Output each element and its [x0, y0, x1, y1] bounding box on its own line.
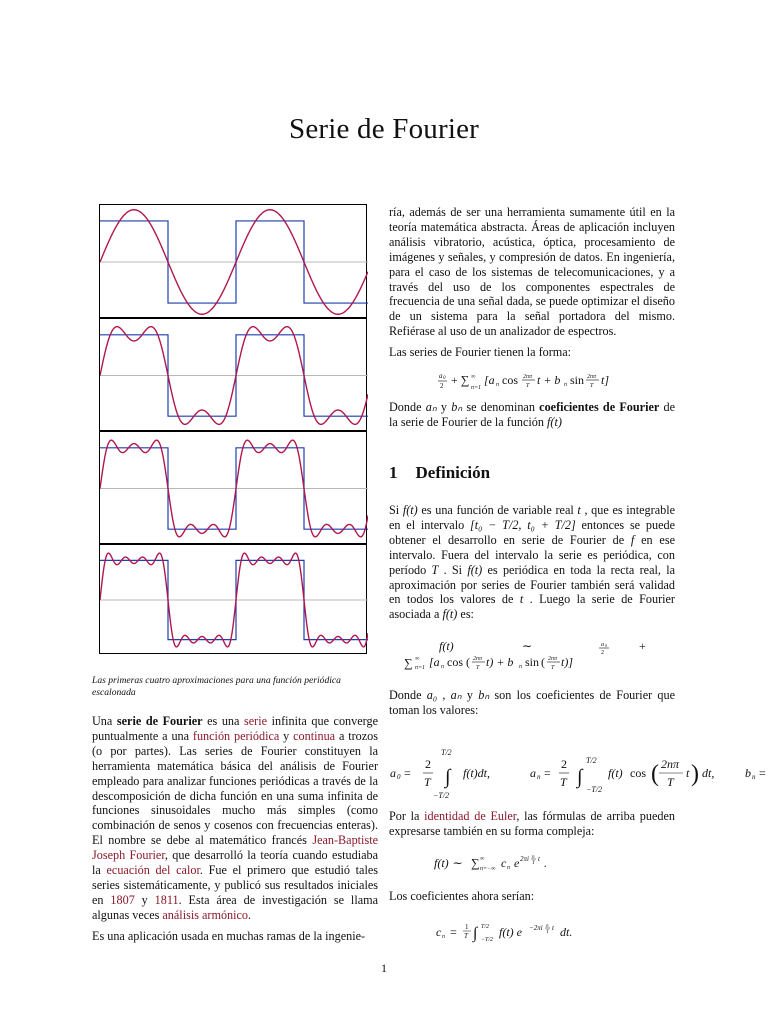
applications-paragraph: ría, además de ser una herramienta sumamente útil en la teoría matemática abstracta. Áreas de aplicación incluyen análisis vibratorio, acústica, óptica, procesamiento de imágenes y señales, y compresión de datos. En ingeniería, para el caso de los sistemas de telecomunicaciones, y a través del uso de los componentes espectrales de frecuencia de una señal dada, se puede optimizar el diseño de un sistema para la señal portadora del mismo. Refiérase al uso de un analizador de espectros.: [389, 205, 675, 339]
svg-text:+ ∑: + ∑: [451, 373, 470, 388]
svg-text:a: a: [390, 766, 396, 780]
bold-term: serie de Fourier: [116, 714, 203, 728]
coefficients-paragraph: Donde aₙ y bₙ se denominan coeficientes de Fourier de la serie de Fourier de la función f(t): [389, 400, 676, 429]
svg-text:T: T: [560, 775, 567, 789]
page-number: 1: [381, 961, 387, 975]
values-text: [389, 688, 675, 724]
svg-text:cos: cos: [447, 655, 463, 669]
svg-text:−2πi: −2πi: [529, 924, 543, 932]
svg-text:n: n: [537, 773, 541, 781]
association-formula-svg: [389, 638, 675, 674]
svg-text:cos: cos: [630, 766, 646, 780]
svg-text:T: T: [590, 383, 594, 390]
svg-text:(: (: [466, 655, 470, 669]
svg-text:(: (: [541, 655, 545, 669]
svg-text:n=1: n=1: [415, 665, 426, 671]
complex-coeff-intro: [389, 889, 675, 910]
svg-text:∑: ∑: [404, 656, 413, 670]
svg-text:+: +: [639, 639, 646, 653]
link-continua[interactable]: continua: [293, 728, 336, 743]
complex-coeff-paragraph: Los coeficientes ahora serían:: [389, 889, 535, 903]
svg-text:n: n: [752, 773, 756, 781]
svg-text:e: e: [514, 856, 520, 870]
svg-text:2: 2: [440, 382, 444, 391]
svg-text:1: 1: [465, 923, 469, 931]
approximation-plot-1: [100, 205, 368, 319]
svg-text:2nπ: 2nπ: [548, 656, 558, 662]
svg-text:cos: cos: [502, 373, 518, 388]
svg-text:c: c: [501, 856, 507, 870]
approximation-panel-1: [99, 204, 367, 318]
second-paragraph: Es una aplicación usada en muchas ramas de la ingenie-: [92, 928, 366, 943]
svg-text:2nπ: 2nπ: [523, 374, 533, 381]
svg-text:2: 2: [425, 757, 431, 771]
svg-text:sin: sin: [525, 655, 540, 669]
coefficient-formulas-svg: [389, 748, 768, 808]
svg-text:0: 0: [443, 376, 446, 382]
svg-text:−T/2: −T/2: [433, 791, 450, 800]
svg-text:[a: [a: [484, 373, 495, 388]
complex-coefficient-svg: [389, 919, 675, 945]
link-identidad-euler[interactable]: identidad de Euler: [424, 809, 517, 823]
right-column-text: [389, 205, 675, 436]
svg-text:n: n: [507, 865, 510, 871]
svg-text:sin: sin: [570, 373, 585, 388]
svg-text:c: c: [436, 925, 442, 939]
svg-text:n: n: [442, 934, 445, 940]
svg-text:T/2: T/2: [586, 756, 597, 765]
svg-text:2nπ: 2nπ: [587, 374, 597, 381]
svg-text:n: n: [564, 382, 567, 389]
caption-text: Las primeras cuatro aproximaciones para una función periódica escalonada: [92, 675, 341, 698]
svg-text:dt.: dt.: [560, 925, 573, 939]
euler-text: [389, 809, 675, 845]
svg-text:f(t): f(t): [439, 639, 454, 653]
svg-text:0: 0: [397, 773, 401, 781]
svg-text:=: =: [404, 766, 411, 780]
link-serie[interactable]: serie: [244, 714, 268, 728]
svg-text:=: =: [450, 925, 457, 939]
svg-text:T: T: [424, 775, 431, 789]
svg-text:n: n: [519, 664, 522, 670]
svg-text:2: 2: [561, 757, 567, 771]
svg-text:n: n: [532, 855, 535, 860]
svg-text:0: 0: [605, 643, 607, 648]
svg-text:f(t) e: f(t) e: [499, 925, 522, 939]
svg-text:2nπ: 2nπ: [473, 656, 483, 662]
form-intro: Las series de Fourier tienen la forma:: [389, 345, 572, 360]
svg-text:dt,: dt,: [702, 766, 715, 780]
svg-text:a: a: [530, 766, 536, 780]
approximation-panel-2: [99, 318, 367, 431]
svg-text:n=1: n=1: [471, 385, 482, 392]
svg-text:): ): [691, 761, 699, 787]
svg-text:=: =: [544, 766, 551, 780]
svg-text:∫: ∫: [473, 925, 478, 942]
svg-text:−T/2: −T/2: [586, 785, 603, 794]
svg-text:n: n: [441, 664, 444, 670]
svg-text:=: =: [759, 766, 766, 780]
link-funcion-periodica[interactable]: función periódica: [192, 728, 280, 743]
svg-text:T: T: [526, 383, 530, 390]
svg-text:2πi: 2πi: [520, 855, 529, 863]
approximation-panel-3: [99, 431, 367, 544]
link-1811[interactable]: 1811: [154, 892, 179, 907]
section-heading: [389, 463, 675, 482]
coeff-values-paragraph: Donde a₀ , aₙ y bₙ son los coeficientes de Fourier que toman los valores:: [389, 688, 676, 717]
intro-paragraph: Una serie de Fourier es una serie infinita que converge puntualmente a una función periódica y continua a trozos (o por partes). Las series de Fourier constituyen la herramienta matemática básica del análisis de Fourier empleado para analizar funciones periódicas a través de la descomposición de dicha función en una suma infinita de funciones sinusoidales mucho más simples (como combinación de senos y cosenos con frecuencias enteras). El nombre se debe al matemático francés Jean-Baptiste Joseph Fourier, que desarrolló la teoría cuando estudiaba la ecuación del calor. Fue el primero que estudió tales series sistemáticamente, y publicó sus resultados iniciales en 1807 y 1811. Esta área de investigación se llama algunas veces análisis armónico.: [92, 714, 379, 922]
definition-text: [389, 503, 675, 628]
left-column-text: [92, 714, 378, 950]
series-formula: [389, 366, 675, 400]
svg-text:∞: ∞: [480, 856, 485, 862]
svg-text:n=−∞: n=−∞: [480, 866, 496, 872]
svg-text:f(t)dt,: f(t)dt,: [463, 766, 490, 780]
svg-text:T: T: [667, 775, 674, 789]
svg-text:n: n: [546, 924, 549, 929]
svg-text:t]: t]: [601, 373, 610, 388]
approximation-panel-4: [99, 544, 367, 654]
definition-paragraph: Si f(t) es una función de variable real t , que es integrable en el intervalo [t₀ − T/2, t₀ + T/2] entonces se puede obtener el desarrollo en serie de Fourier de f en ese intervalo. Fuera del intervalo la serie es periódica, con período T . Si f(t) es periódica en toda la recta real, la aproximación por series de Fourier también será validad en todos los valores de t . Luego la serie de Fourier asociada a f(t) es:: [389, 503, 675, 622]
svg-text:f(t) ∼: f(t) ∼: [434, 856, 462, 870]
svg-text:T/2: T/2: [481, 924, 490, 930]
approximation-plot-2: [100, 319, 368, 432]
svg-text:∑: ∑: [471, 856, 480, 870]
svg-text:∼: ∼: [522, 639, 533, 653]
svg-text:.: .: [544, 856, 547, 870]
approximation-plot-3: [100, 432, 368, 545]
coefficient-formulas: [389, 748, 768, 808]
svg-text:T: T: [532, 861, 535, 866]
svg-text:T: T: [476, 665, 480, 671]
link-ecuacion-calor[interactable]: ecuación del calor: [106, 863, 200, 878]
link-1807[interactable]: 1807: [110, 892, 135, 907]
svg-text:∞: ∞: [415, 656, 420, 662]
complex-coefficient-formula: [389, 919, 675, 945]
svg-text:t) + b: t) + b: [486, 655, 514, 669]
svg-text:(: (: [651, 761, 659, 787]
svg-text:n: n: [496, 382, 499, 389]
svg-text:2: 2: [601, 650, 604, 656]
svg-text:f(t): f(t): [608, 766, 623, 780]
series-formula-svg: [389, 366, 675, 396]
svg-text:2nπ: 2nπ: [661, 757, 680, 771]
section-number: 1: [389, 463, 398, 482]
series-association-formula: [389, 638, 675, 674]
svg-text:∞: ∞: [471, 374, 476, 381]
figure-caption: [92, 675, 378, 705]
svg-text:a: a: [601, 642, 604, 648]
page-title: Serie de Fourier: [288, 113, 480, 145]
svg-text:∫: ∫: [577, 766, 583, 788]
svg-text:T: T: [546, 930, 549, 935]
link-analisis-armonico[interactable]: análisis armónico: [162, 907, 249, 922]
section-title: Definición: [415, 463, 491, 482]
svg-text:t)]: t)]: [561, 655, 573, 669]
svg-text:t: t: [538, 855, 540, 863]
euler-paragraph: Por la identidad de Euler, las fórmulas de arriba pueden expresarse también en su forma compleja:: [389, 809, 675, 838]
svg-text:a: a: [439, 372, 443, 381]
svg-text:t: t: [686, 766, 690, 780]
svg-text:b: b: [745, 766, 751, 780]
complex-series-svg: [389, 850, 675, 874]
svg-text:[a: [a: [429, 655, 440, 669]
svg-text:T: T: [551, 665, 555, 671]
svg-text:∫: ∫: [445, 766, 451, 788]
svg-text:T: T: [464, 932, 468, 940]
svg-text:t + b: t + b: [537, 373, 561, 388]
link-fourier[interactable]: Jean-Baptiste Joseph Fourier: [92, 833, 378, 863]
svg-text:−T/2: −T/2: [481, 937, 494, 943]
svg-text:T/2: T/2: [441, 748, 452, 757]
svg-text:t: t: [552, 924, 554, 932]
complex-series-formula: [389, 850, 675, 874]
approximation-plot-4: [100, 545, 368, 655]
